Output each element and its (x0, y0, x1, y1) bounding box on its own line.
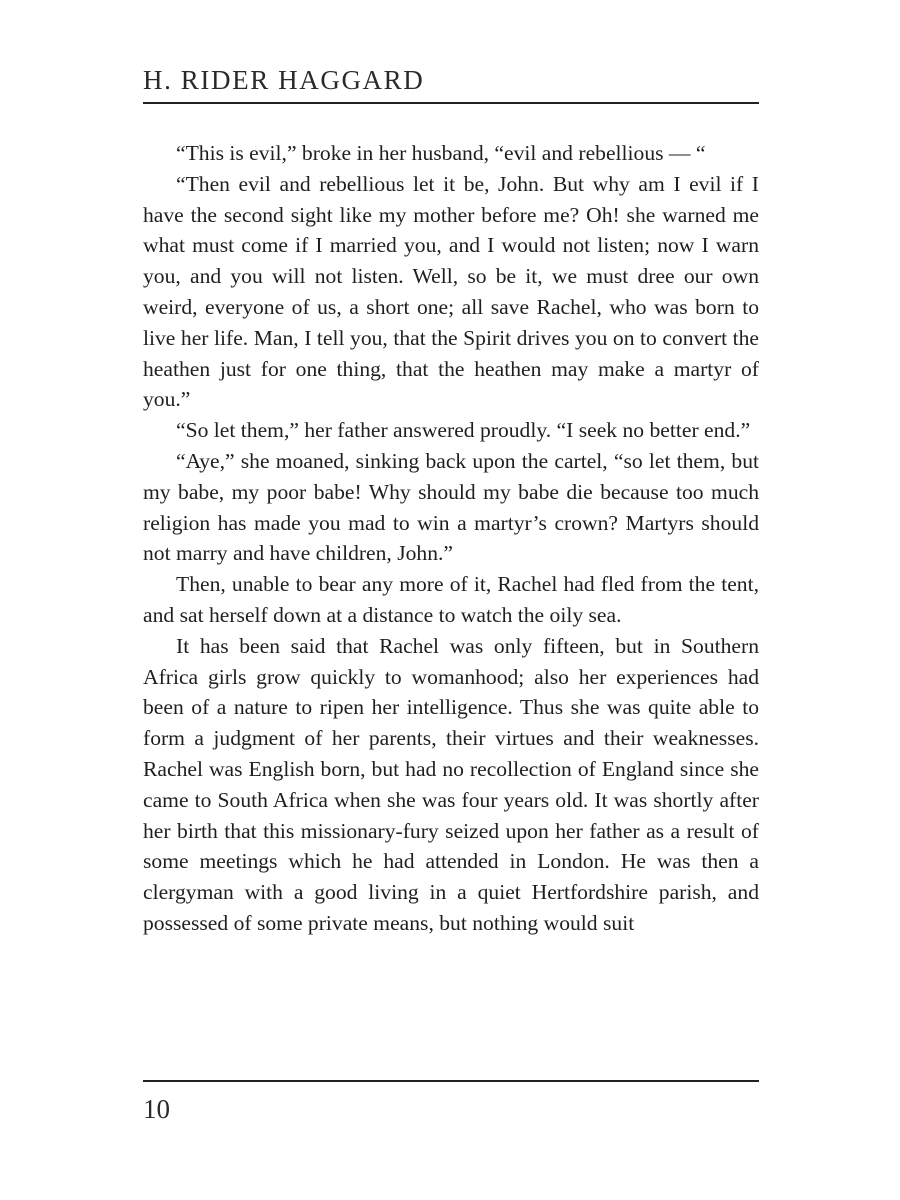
running-head: H. RIDER HAGGARD (143, 65, 425, 95)
page-number: 10 (143, 1094, 170, 1124)
paragraph: It has been said that Rachel was only fifteen, but in Southern Africa girls grow quickly to womanhood; also her experiences had been of a nature to ripen her intelligence. Thus she was quite able to form a judgment of her parents, their virtues and their weaknesses. Rachel was English born, but had no recollection of England since she came to South Africa when she was four years old. It was shortly after her birth that this missionary-fury seized upon her father as a result of some meetings which he had attended in London. He was then a clergyman with a good living in a quiet Hertfordshire parish, and possessed of some private means, but nothing would suit (143, 633, 759, 935)
page-header (143, 62, 759, 104)
paragraph: Then, unable to bear any more of it, Rachel had fled from the tent, and sat herself down at a distance to watch the oily sea. (143, 572, 759, 627)
paragraph: “This is evil,” broke in her husband, “evil and rebellious — “ (176, 141, 706, 165)
paragraph: “Then evil and rebellious let it be, John. But why am I evil if I have the second sight like my mother before me? Oh! she warned me what must come if I married you, and I would not listen; now I warn you, and you will not listen. Well, so be it, we must dree our own weird, everyone of us, a short one; all save Rachel, who was born to live her life. Man, I tell you, that the Spirit drives you on to convert the heathen just for one thing, that the heathen may make a martyr of you.” (143, 171, 759, 412)
paragraph: “Aye,” she moaned, sinking back upon the cartel, “so let them, but my babe, my poor babe! Why should my babe die because too much religion has made you mad to win a martyr’s crown? Martyrs should not marry and have children, John.” (143, 448, 759, 566)
body-text (143, 138, 759, 939)
page-footer (143, 1080, 759, 1124)
paragraph: “So let them,” her father answered proudly. “I seek no better end.” (176, 418, 751, 443)
